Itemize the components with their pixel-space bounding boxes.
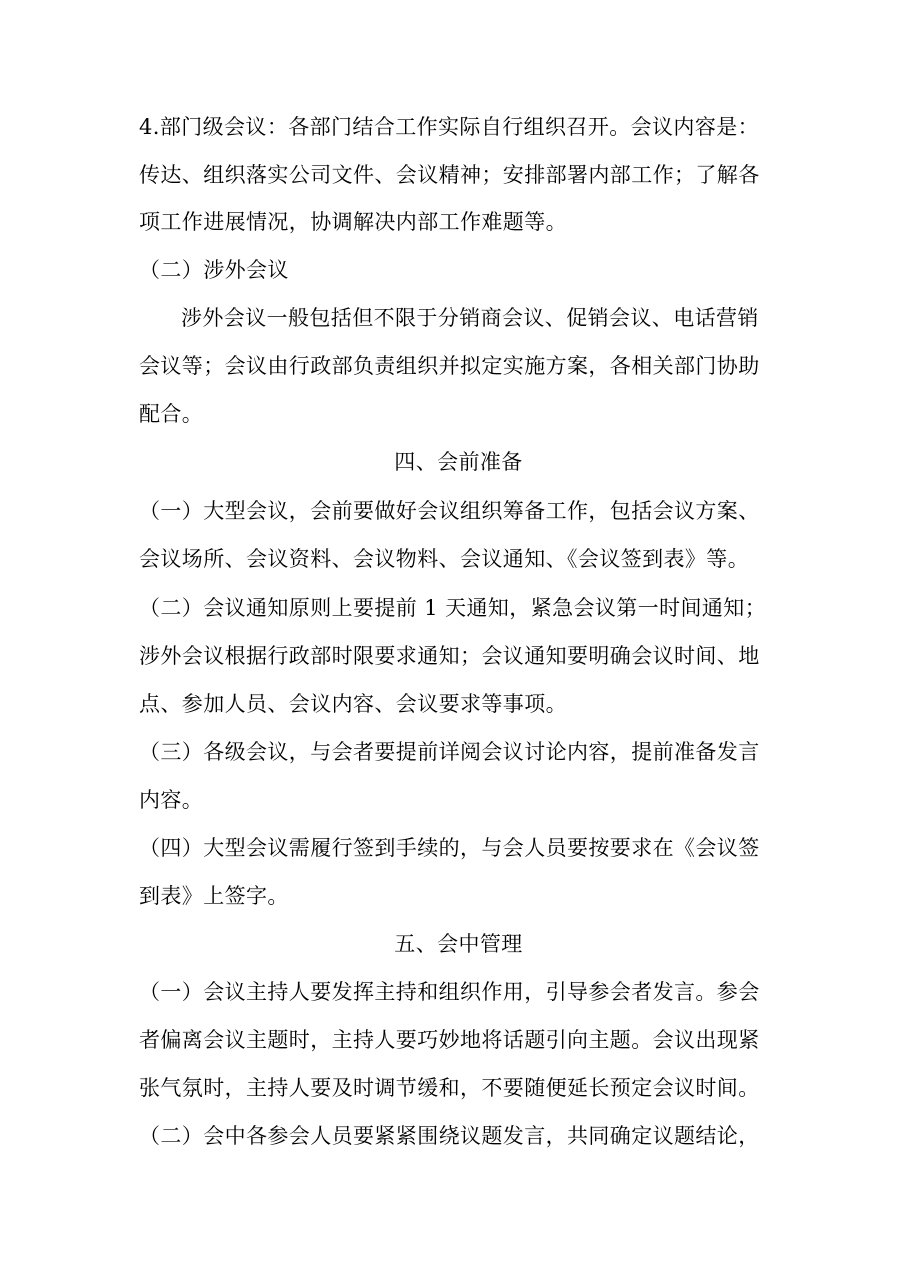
paragraph-line: 4.部门级会议：各部门结合工作实际自行组织召开。会议内容是： bbox=[139, 115, 760, 139]
paragraph-line: 项工作进展情况，协调解决内部工作难题等。 bbox=[139, 210, 567, 234]
subheading: （二）涉外会议 bbox=[139, 258, 289, 282]
paragraph-line: （一）会议主持人要发挥主持和组织作用，引导参会者发言。参会 bbox=[139, 980, 760, 1004]
paragraph-line: （二）会议通知原则上要提前 1 天通知，紧急会议第一时间通知； bbox=[139, 596, 767, 620]
paragraph-line: 内容。 bbox=[139, 788, 204, 812]
paragraph-line: 张气氛时，主持人要及时调节缓和，不要随便延长预定会议时间。 bbox=[139, 1076, 760, 1100]
paragraph-line: 会议等；会议由行政部负责组织并拟定实施方案，各相关部门协助 bbox=[139, 354, 760, 378]
paragraph-line: 配合。 bbox=[139, 402, 204, 426]
paragraph-line: 者偏离会议主题时，主持人要巧妙地将话题引向主题。会议出现紧 bbox=[139, 1028, 760, 1052]
paragraph-line: （一）大型会议，会前要做好会议组织筹备工作，包括会议方案、 bbox=[139, 499, 760, 523]
section-heading: 四、会前准备 bbox=[394, 450, 523, 474]
paragraph-line: （四）大型会议需履行签到手续的，与会人员要按要求在《会议签 bbox=[139, 836, 760, 860]
paragraph-line: 涉外会议根据行政部时限要求通知；会议通知要明确会议时间、地 bbox=[139, 644, 760, 668]
paragraph-line: 到表》上签字。 bbox=[139, 884, 289, 908]
paragraph-line: 涉外会议一般包括但不限于分销商会议、促销会议、电话营销 bbox=[181, 306, 759, 330]
paragraph-line: 传达、组织落实公司文件、会议精神；安排部署内部工作；了解各 bbox=[139, 163, 760, 187]
paragraph-line: （三）各级会议，与会者要提前详阅会议讨论内容，提前准备发言 bbox=[139, 740, 760, 764]
paragraph-line: （二）会中各参会人员要紧紧围绕议题发言，共同确定议题结论， bbox=[139, 1124, 760, 1148]
paragraph-line: 会议场所、会议资料、会议物料、会议通知、《会议签到表》等。 bbox=[139, 547, 750, 571]
section-heading: 五、会中管理 bbox=[394, 932, 523, 956]
paragraph-line: 点、参加人员、会议内容、会议要求等事项。 bbox=[139, 692, 567, 716]
